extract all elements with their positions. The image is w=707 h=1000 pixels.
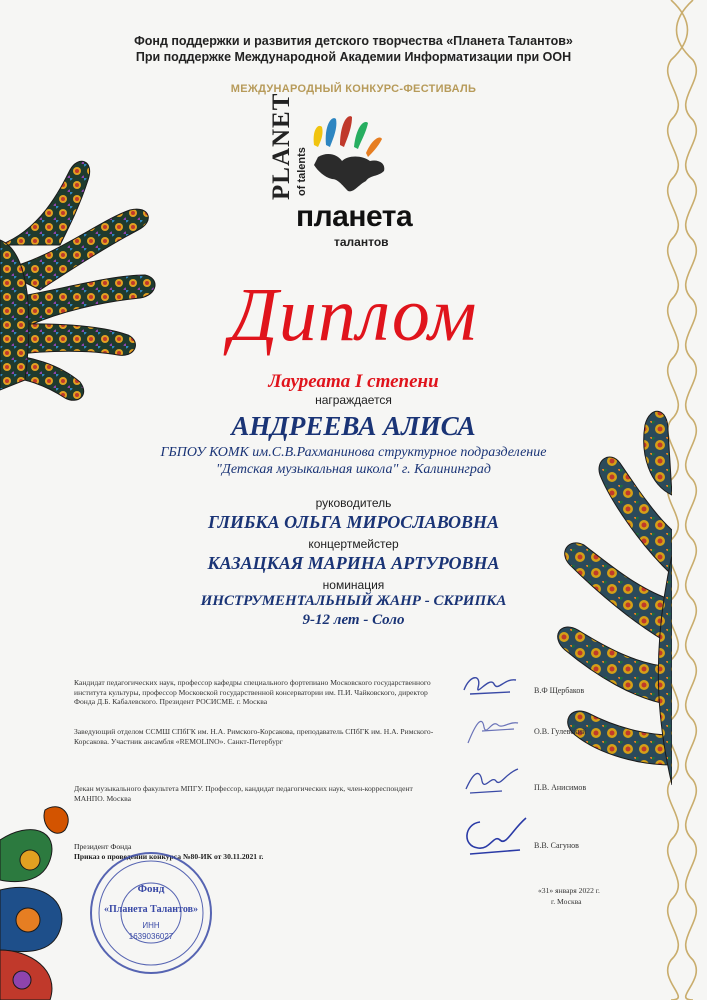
- stamp-inn-number: 1639036027: [128, 932, 174, 941]
- diploma-title: Диплом: [229, 273, 478, 357]
- logo-planeta-text: планета: [296, 200, 413, 233]
- signatory-2-name: О.В. Гулевский: [534, 727, 587, 736]
- header-line-2: При поддержке Международной Академии Информатизации при ООН: [135, 50, 572, 64]
- logo-of-talents-text: of talents: [296, 147, 308, 196]
- awarded-label: награждается: [315, 393, 392, 407]
- paint-strokes-icon: [314, 116, 382, 157]
- stamp-text-2: «Планета Талантов»: [104, 904, 198, 915]
- laureate-degree: Лауреата I степени: [268, 371, 439, 392]
- stamp-inn-label: ИНН: [142, 921, 160, 930]
- organization-line-2: "Детская музыкальная школа" г. Калининград: [216, 462, 491, 477]
- recipient-name: АНДРЕЕВА АЛИСА: [231, 411, 476, 441]
- nomination-label: номинация: [322, 578, 385, 592]
- stamp-text-1: Фонд: [137, 883, 165, 895]
- accompanist-name: КАЗАЦКАЯ МАРИНА АРТУРОВНА: [207, 553, 500, 573]
- signatory-2-title: Заведующий отделом ССМШ СПбГК им. Н.А. Римского-Корсакова, преподаватель СПбГК им. Н.А. Римского-Корсакова. Участник ансамбля «REMOLINO». Санкт-Петербург: [74, 727, 434, 746]
- signature-2-icon: [462, 713, 522, 749]
- signature-3-icon: [462, 763, 522, 799]
- leader-label: руководитель: [315, 496, 392, 510]
- header-contest-type: МЕЖДУНАРОДНЫЙ КОНКУРС-ФЕСТИВАЛЬ: [230, 83, 477, 95]
- president-label: Президент Фонда: [74, 842, 132, 851]
- issue-city: г. Москва: [551, 897, 582, 906]
- world-map-icon: [314, 154, 384, 191]
- nomination-name: ИНСТРУМЕНТАЛЬНЫЙ ЖАНР - СКРИПКА: [200, 593, 507, 609]
- signatory-3-title: Декан музыкального факультета МПГУ. Профессор, кандидат педагогических наук, член-корреспондент МАНПО. Москва: [74, 784, 413, 803]
- issue-date: «31» января 2022 г.: [538, 886, 600, 895]
- leader-name: ГЛИБКА ОЛЬГА МИРОСЛАВОВНА: [208, 512, 499, 532]
- signature-4-icon: [460, 810, 530, 860]
- age-group: 9-12 лет - Соло: [302, 612, 405, 628]
- organization-line-1: ГБПОУ КОМК им.С.В.Рахманинова структурное подразделение: [160, 445, 547, 460]
- logo-talantov-text: талантов: [334, 235, 389, 249]
- foundation-stamp: [88, 850, 214, 976]
- logo-planet-text: PLANET: [268, 92, 295, 200]
- signature-1-icon: [460, 670, 520, 700]
- signatory-4-name: В.В. Сагунов: [534, 841, 579, 850]
- header-line-1: Фонд поддержки и развития детского творчества «Планета Талантов»: [134, 34, 573, 48]
- signatory-1-name: В.Ф Щербаков: [534, 686, 585, 695]
- accompanist-label: концертмейстер: [308, 537, 399, 551]
- order-reference: Приказ о проведении конкурса №80-ИК от 30.11.2021 г.: [74, 852, 264, 861]
- signatory-3-name: П.В. Анисимов: [534, 783, 587, 792]
- signatory-1-title: Кандидат педагогических наук, профессор кафедры специального фортепиано Московского государственного института культуры, профессор Московской государственной консерватории им. П.И. Чайковского, директор Фонда Д.Б. Кабалевского. Президент РОСИСМЕ. г. Москва: [74, 678, 431, 706]
